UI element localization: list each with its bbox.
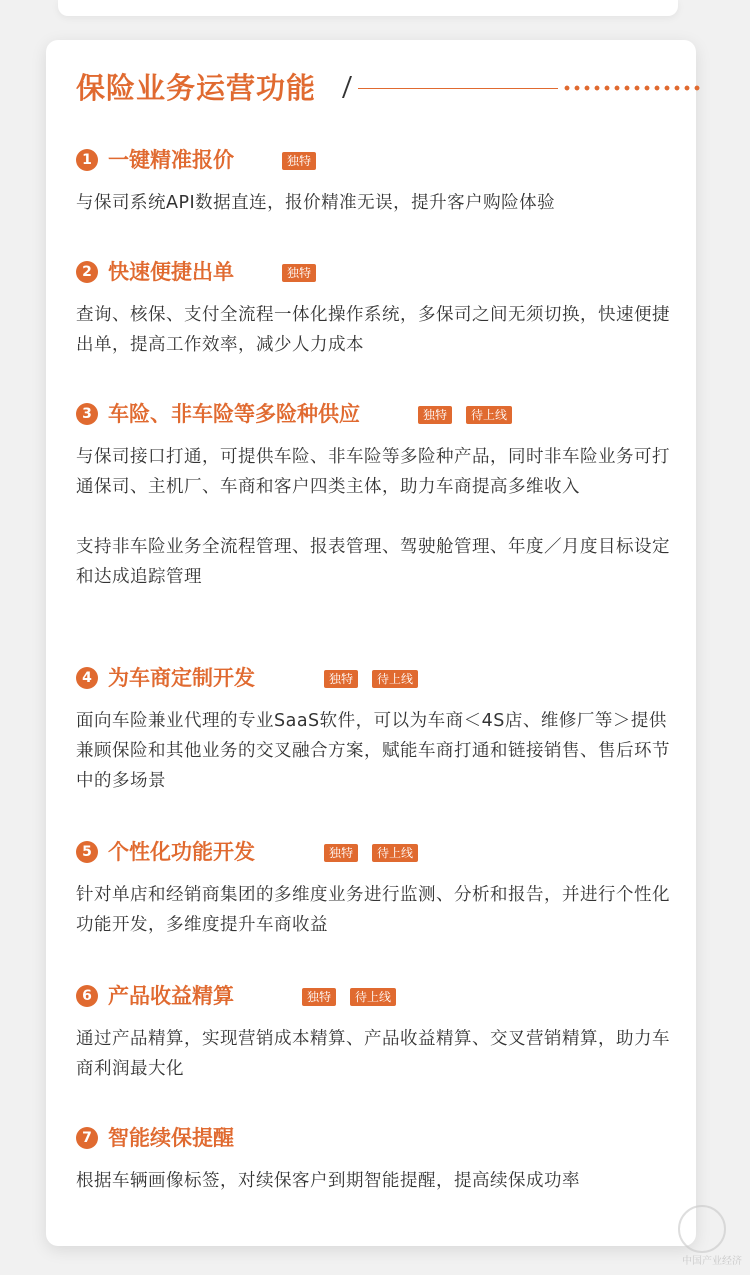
tag-coming-soon: 待上线 <box>350 988 396 1006</box>
feature-description: 与保司系统API数据直连，报价精准无误，提升客户购险体验 <box>76 193 556 213</box>
feature-card <box>46 40 696 1246</box>
tag-unique: 独特 <box>282 152 316 170</box>
title-line-decoration <box>358 88 558 89</box>
tag-unique: 独特 <box>302 988 336 1006</box>
feature-item-3 <box>76 396 676 592</box>
feature-title: 一键精准报价 <box>108 148 234 172</box>
tag-unique: 独特 <box>418 406 452 424</box>
previous-card-edge <box>58 0 678 16</box>
feature-title: 产品收益精算 <box>108 984 234 1008</box>
feature-description: 通过产品精算，实现营销成本精算、产品收益精算、交叉营销精算，助力车商利润最大化 <box>76 1029 670 1079</box>
feature-title: 快速便捷出单 <box>108 260 234 284</box>
number-badge-icon: 7 <box>76 1127 98 1149</box>
feature-title: 个性化功能开发 <box>108 840 255 864</box>
tag-unique: 独特 <box>324 844 358 862</box>
feature-heading <box>76 978 676 1014</box>
number-badge-icon: 4 <box>76 667 98 689</box>
feature-description: 针对单店和经销商集团的多维度业务进行监测、分析和报告，并进行个性化功能开发，多维度提升车商收益 <box>76 885 670 935</box>
feature-description: 与保司接口打通，可提供车险、非车险等多险种产品，同时非车险业务可打通保司、主机厂、车商和客户四类主体，助力车商提高多维收入 <box>76 447 670 497</box>
number-badge-icon: 6 <box>76 985 98 1007</box>
feature-description: 查询、核保、支付全流程一体化操作系统，多保司之间无须切换，快速便捷出单，提高工作效率，减少人力成本 <box>76 305 670 355</box>
feature-heading <box>76 834 676 870</box>
feature-item-6 <box>76 978 676 1084</box>
title-slash-decoration <box>342 76 352 98</box>
feature-title: 为车商定制开发 <box>108 666 255 690</box>
watermark-text: 中国产业经济 <box>682 1256 742 1267</box>
feature-description: 面向车险兼业代理的专业SaaS软件，可以为车商＜4S店、维修厂等＞提供兼顾保险和其他业务的交叉融合方案，赋能车商打通和链接销售、售后环节中的多场景 <box>76 711 670 791</box>
feature-title: 智能续保提醒 <box>108 1126 234 1150</box>
page-title: 保险业务运营功能 <box>76 71 317 105</box>
feature-description-extra: 支持非车险业务全流程管理、报表管理、驾驶舱管理、年度／月度目标设定和达成追踪管理 <box>76 537 670 587</box>
title-dots-decoration <box>562 85 700 91</box>
feature-heading <box>76 254 676 290</box>
feature-item-7 <box>76 1120 676 1196</box>
feature-heading <box>76 142 676 178</box>
number-badge-icon: 5 <box>76 841 98 863</box>
feature-heading <box>76 396 676 432</box>
feature-heading <box>76 660 676 696</box>
number-badge-icon: 1 <box>76 149 98 171</box>
tag-unique: 独特 <box>282 264 316 282</box>
tag-coming-soon: 待上线 <box>372 844 418 862</box>
feature-item-2 <box>76 254 676 360</box>
feature-item-5 <box>76 834 676 940</box>
feature-item-4 <box>76 660 676 796</box>
feature-heading <box>76 1120 676 1156</box>
feature-description: 根据车辆画像标签，对续保客户到期智能提醒，提高续保成功率 <box>76 1171 580 1191</box>
feature-item-1 <box>76 142 676 218</box>
number-badge-icon: 2 <box>76 261 98 283</box>
tag-coming-soon: 待上线 <box>372 670 418 688</box>
watermark-logo-icon <box>678 1205 726 1253</box>
feature-title: 车险、非车险等多险种供应 <box>108 402 360 426</box>
tag-coming-soon: 待上线 <box>466 406 512 424</box>
tag-unique: 独特 <box>324 670 358 688</box>
section-header <box>76 66 670 110</box>
number-badge-icon: 3 <box>76 403 98 425</box>
